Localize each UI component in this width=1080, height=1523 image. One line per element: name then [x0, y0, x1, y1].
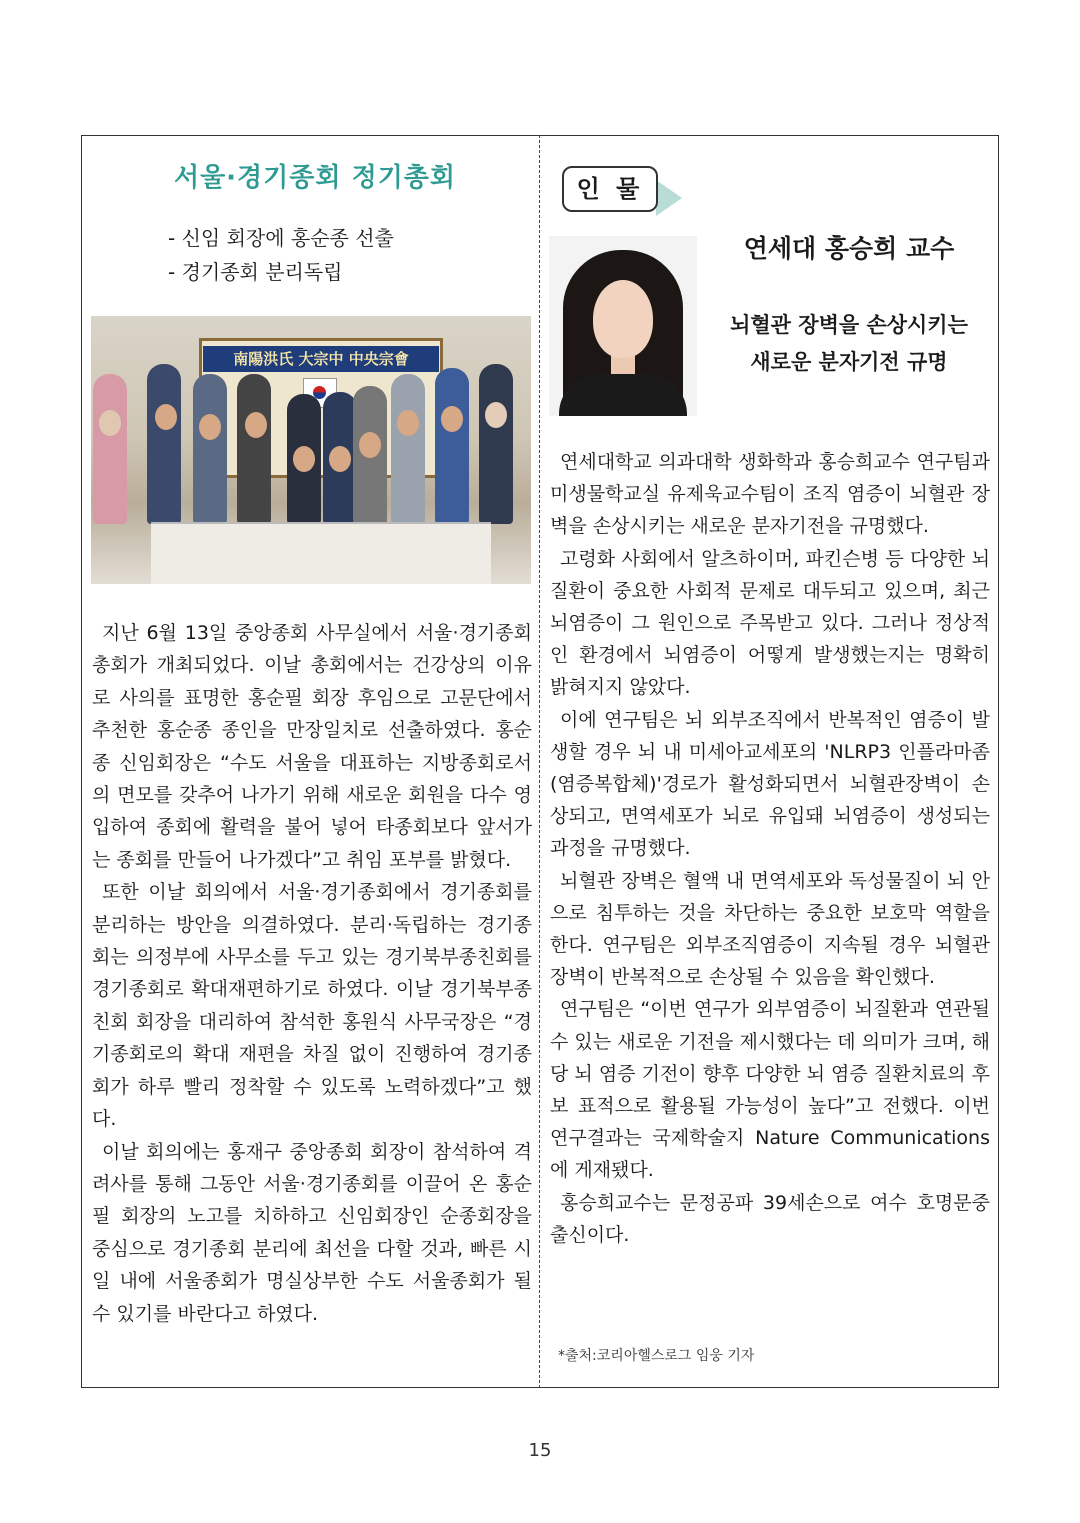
person: [479, 364, 513, 524]
left-subtitle-2: - 경기종회 분리독립: [168, 260, 343, 284]
section-tag: 인 물: [562, 166, 658, 212]
right-paragraph-3: 이에 연구팀은 뇌 외부조직에서 반복적인 염증이 발생할 경우 뇌 내 미세아교세포의 'NLRP3 인플라마좀(염증복합체)'경로가 활성화되면서 뇌혈관장벽이 손상되고, 면역세포가 뇌로 유입돼 뇌염증이 생성되는 과정을 규명했다.: [550, 708, 990, 860]
source-credit: *출처:코리아헬스로그 임웅 기자: [558, 1348, 755, 1364]
column-divider: [539, 135, 540, 1388]
person: [93, 374, 127, 524]
person: [147, 364, 181, 524]
person: [193, 374, 227, 524]
portrait-photo: [549, 236, 697, 416]
group-photo: [91, 316, 531, 584]
left-article-title: 서울·경기종회 정기총회: [173, 163, 457, 193]
person-head: [155, 404, 177, 430]
right-paragraph-5: 연구팀은 “이번 연구가 외부염증이 뇌질환과 연관될 수 있는 새로운 기전을 제시했다는 데 의미가 크며, 해당 뇌 염증 기전이 향후 다양한 뇌 염증 질환치료의 후보 표적으로 활용될 가능성이 높다”고 전했다. 이번 연구결과는 국제학술지 Nature Communications에 게재됐다.: [550, 998, 990, 1182]
page-number: 15: [528, 1440, 552, 1461]
clan-banner: 南陽洪氏 大宗中 中央宗會: [203, 346, 439, 372]
person-head: [293, 446, 315, 472]
headline-line-1: 뇌혈관 장벽을 손상시키는: [730, 313, 968, 337]
tag-arrow-icon: [656, 180, 682, 216]
person-head: [441, 406, 463, 432]
left-paragraph-3: 이날 회의에는 홍재구 중앙종회 회장이 참석하여 격려사를 통해 그동안 서울·경기종회를 이끌어 온 홍순필 회장의 노고를 치하하고 신임회장인 순종회장을 중심으로 경기종회 분리에 최선을 다할 것과, 빠른 시일 내에 서울종회가 명실상부한 수도 서울종회가 될 수 있기를 바란다고 하였다.: [92, 1140, 532, 1325]
headline-line-2: 새로운 분자기전 규명: [750, 350, 948, 374]
right-article-body: [550, 446, 990, 1251]
left-subtitle-1: - 신임 회장에 홍순종 선출: [168, 226, 394, 250]
right-paragraph-4: 뇌혈관 장벽은 혈액 내 면역세포와 독성물질이 뇌 안으로 침투하는 것을 차단하는 중요한 보호막 역할을 한다. 연구팀은 외부조직염증이 지속될 경우 뇌혈관장벽이 반복적으로 손상될 수 있음을 확인했다.: [550, 869, 990, 989]
right-paragraph-1: 연세대학교 의과대학 생화학과 홍승희교수 연구팀과 미생물학교실 유제욱교수팀이 조직 염증이 뇌혈관 장벽을 손상시키는 새로운 분자기전을 규명했다.: [550, 451, 990, 538]
portrait-face: [593, 280, 653, 358]
person-head: [359, 432, 381, 458]
profile-name: 연세대 홍승희 교수: [743, 234, 955, 263]
person-head: [397, 410, 419, 436]
person: [391, 374, 425, 524]
left-article-body: [92, 617, 532, 1330]
person: [435, 368, 469, 524]
left-paragraph-2: 또한 이날 회의에서 서울·경기종회에서 경기종회를 분리하는 방안을 의결하였다. 분리·독립하는 경기종회는 의정부에 사무소를 두고 있는 경기북부종친회를 경기종회로 확대재편하기로 하였다. 이날 경기북부종친회 회장을 대리하여 참석한 홍원식 사무국장은 “경기종회로의 확대 재편을 차질 없이 진행하여 경기종회가 하루 빨리 정착할 수 있도록 노력하겠다”고 했다.: [92, 881, 532, 1131]
person-head: [99, 410, 121, 436]
right-paragraph-6: 홍승희교수는 문정공파 39세손으로 여수 호명문중 출신이다.: [550, 1191, 990, 1246]
portrait-body: [559, 374, 687, 416]
person-head: [245, 412, 267, 438]
person-head: [329, 446, 351, 472]
right-paragraph-2: 고령화 사회에서 알츠하이머, 파킨슨병 등 다양한 뇌질환이 중요한 사회적 문제로 대두되고 있으며, 최근 뇌염증이 그 원인으로 주목받고 있다. 그러나 정상적인 환경에서 뇌염증이 어떻게 발생했는지는 명확히 밝혀지지 않았다.: [550, 547, 990, 699]
person-head: [485, 402, 507, 428]
person-head: [199, 414, 221, 440]
person: [237, 374, 271, 524]
left-paragraph-1: 지난 6월 13일 중앙종회 사무실에서 서울·경기종회총회가 개최되었다. 이날 총회에서는 건강상의 이유로 사의를 표명한 홍순필 회장 후임으로 고문단에서 추천한 홍순종 종인을 만장일치로 선출하였다. 홍순종 신임회장은 “수도 서울을 대표하는 지방종회로서의 면모를 갖추어 나가기 위해 새로운 회원을 다수 영입하여 종회에 활력을 불어 넣어 타종회보다 앞서가는 종회를 만들어 나가겠다”고 취임 포부를 밝혔다.: [92, 622, 532, 871]
meeting-table: [151, 522, 491, 584]
